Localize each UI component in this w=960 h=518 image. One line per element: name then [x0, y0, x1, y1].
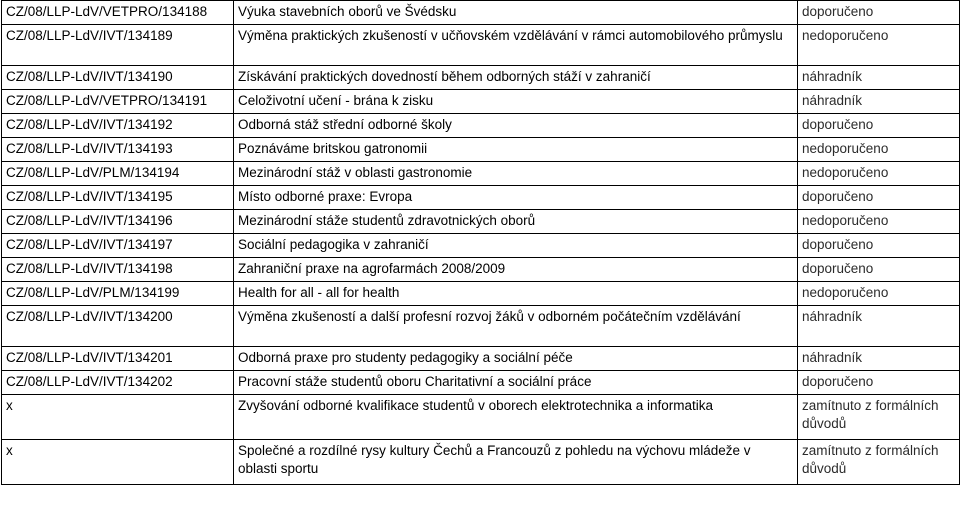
project-code: CZ/08/LLP-LdV/IVT/134189: [2, 25, 234, 66]
table-row: [2, 395, 960, 440]
table-row: [2, 138, 960, 162]
project-title: Zahraniční praxe na agrofarmách 2008/2009: [234, 258, 798, 282]
table-row: [2, 186, 960, 210]
project-status: doporučeno: [798, 371, 960, 395]
table-row: [2, 1, 960, 25]
table-row: [2, 114, 960, 138]
table-row: [2, 25, 960, 66]
project-status: zamítnuto z formálních důvodů: [798, 440, 960, 485]
project-status: náhradník: [798, 90, 960, 114]
project-title: Výměna praktických zkušeností v učňovském vzdělávání v rámci automobilového průmyslu: [234, 25, 798, 66]
project-code: CZ/08/LLP-LdV/IVT/134202: [2, 371, 234, 395]
table-row: [2, 440, 960, 485]
project-code: CZ/08/LLP-LdV/IVT/134195: [2, 186, 234, 210]
project-title: Health for all - all for health: [234, 282, 798, 306]
table-row: [2, 162, 960, 186]
table-row: [2, 371, 960, 395]
project-code: CZ/08/LLP-LdV/PLM/134194: [2, 162, 234, 186]
project-status: doporučeno: [798, 258, 960, 282]
table-row: [2, 258, 960, 282]
project-code: x: [2, 395, 234, 440]
project-code: CZ/08/LLP-LdV/IVT/134201: [2, 347, 234, 371]
table-row: [2, 90, 960, 114]
project-code: CZ/08/LLP-LdV/IVT/134192: [2, 114, 234, 138]
project-title: Odborná praxe pro studenty pedagogiky a sociální péče: [234, 347, 798, 371]
project-code: x: [2, 440, 234, 485]
project-title: Získávání praktických dovedností během odborných stáží v zahraničí: [234, 66, 798, 90]
project-status: nedoporučeno: [798, 138, 960, 162]
project-title: Místo odborné praxe: Evropa: [234, 186, 798, 210]
project-code: CZ/08/LLP-LdV/IVT/134193: [2, 138, 234, 162]
project-status: doporučeno: [798, 234, 960, 258]
project-status: nedoporučeno: [798, 162, 960, 186]
project-status: doporučeno: [798, 1, 960, 25]
project-code: CZ/08/LLP-LdV/IVT/134197: [2, 234, 234, 258]
project-status: náhradník: [798, 66, 960, 90]
project-status: nedoporučeno: [798, 210, 960, 234]
project-status: doporučeno: [798, 114, 960, 138]
project-title: Pracovní stáže studentů oboru Charitativní a sociální práce: [234, 371, 798, 395]
project-code: CZ/08/LLP-LdV/VETPRO/134188: [2, 1, 234, 25]
table-row: [2, 347, 960, 371]
table-row: [2, 66, 960, 90]
project-title: Sociální pedagogika v zahraničí: [234, 234, 798, 258]
project-code: CZ/08/LLP-LdV/IVT/134198: [2, 258, 234, 282]
table-row: [2, 306, 960, 347]
project-title: Poznáváme britskou gatronomii: [234, 138, 798, 162]
project-status: zamítnuto z formálních důvodů: [798, 395, 960, 440]
project-code: CZ/08/LLP-LdV/IVT/134200: [2, 306, 234, 347]
project-title: Celoživotní učení - brána k zisku: [234, 90, 798, 114]
project-code: CZ/08/LLP-LdV/IVT/134196: [2, 210, 234, 234]
project-title: Výměna zkušeností a další profesní rozvoj žáků v odborném počátečním vzdělávání: [234, 306, 798, 347]
project-title: Společné a rozdílné rysy kultury Čechů a Francouzů z pohledu na výchovu mládeže v oblasti sportu: [234, 440, 798, 485]
project-code: CZ/08/LLP-LdV/IVT/134190: [2, 66, 234, 90]
project-status: nedoporučeno: [798, 282, 960, 306]
table-row: [2, 234, 960, 258]
project-title: Odborná stáž střední odborné školy: [234, 114, 798, 138]
project-status: nedoporučeno: [798, 25, 960, 66]
project-status: náhradník: [798, 347, 960, 371]
table-row: [2, 210, 960, 234]
project-code: CZ/08/LLP-LdV/VETPRO/134191: [2, 90, 234, 114]
table-row: [2, 282, 960, 306]
project-code: CZ/08/LLP-LdV/PLM/134199: [2, 282, 234, 306]
project-title: Zvyšování odborné kvalifikace studentů v oborech elektrotechnika a informatika: [234, 395, 798, 440]
project-title: Mezinárodní stáž v oblasti gastronomie: [234, 162, 798, 186]
projects-table: [1, 0, 960, 485]
project-title: Mezinárodní stáže studentů zdravotnických oborů: [234, 210, 798, 234]
project-status: náhradník: [798, 306, 960, 347]
project-status: doporučeno: [798, 186, 960, 210]
project-title: Výuka stavebních oborů ve Švédsku: [234, 1, 798, 25]
